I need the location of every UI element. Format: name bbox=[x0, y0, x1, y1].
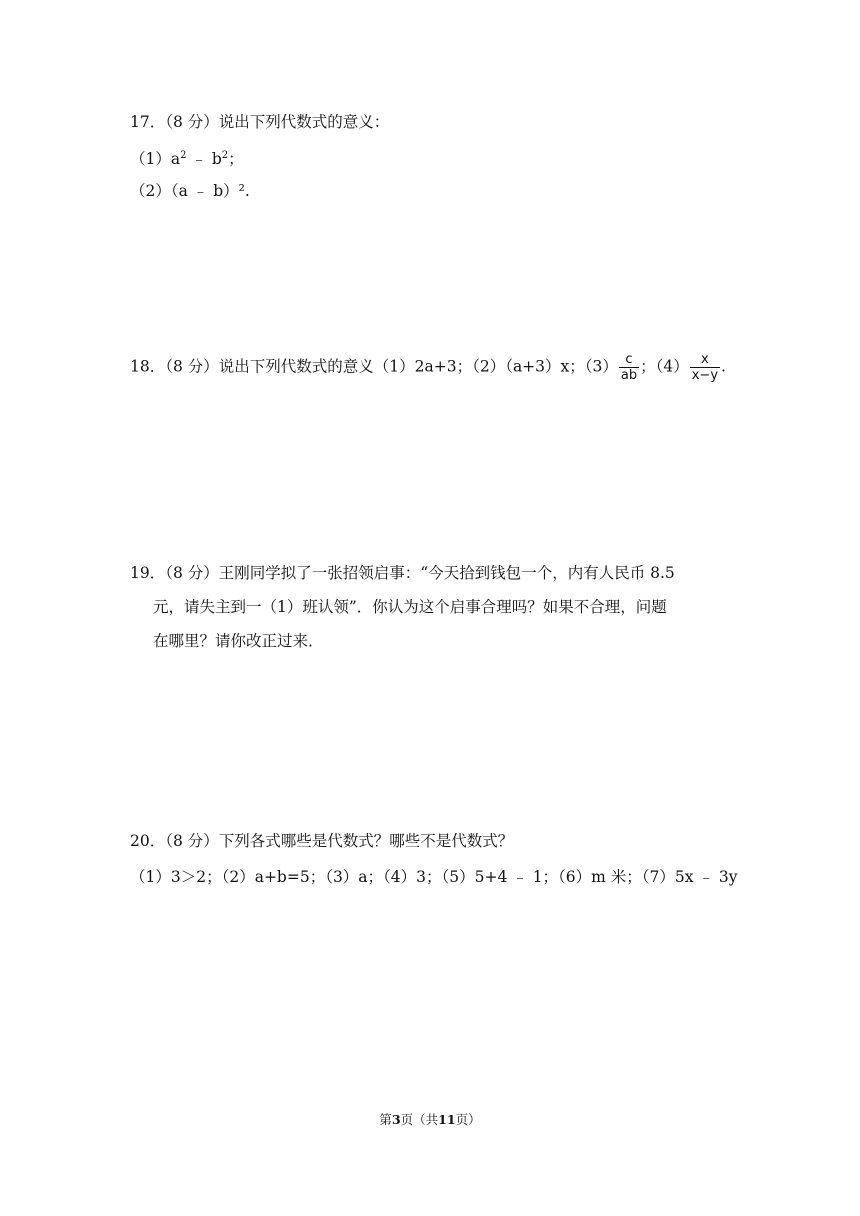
q19-line-3: 在哪里？请你改正过来． bbox=[153, 632, 324, 650]
q17-stem: 17．（8 分）说出下列代数式的意义： bbox=[130, 113, 390, 131]
footer-mid: 页（共 bbox=[400, 1112, 439, 1127]
q17-item-1-mid: ﹣ b bbox=[186, 150, 222, 168]
q18-fraction-1 bbox=[619, 352, 639, 383]
q18-separator: ；（4） bbox=[640, 357, 689, 376]
q18-stem: 18．（8 分）说出下列代数式的意义（1）2a+3；（2）（a+3）x；（3） bbox=[130, 357, 618, 376]
q20-stem: 20．（8 分）下列各式哪些是代数式？哪些不是代数式？ bbox=[130, 832, 514, 850]
footer-suffix: 页） bbox=[455, 1112, 481, 1127]
q18-fraction-1-denominator: ab bbox=[620, 368, 638, 383]
footer-total-pages: 11 bbox=[438, 1112, 456, 1127]
footer-prefix: 第 bbox=[379, 1112, 392, 1127]
q18-fraction-2-numerator: x bbox=[701, 352, 709, 367]
q17-item-1-exponent-2: 2 bbox=[221, 150, 229, 161]
q17-item-1-prefix: （1）a bbox=[130, 150, 181, 168]
q18-line bbox=[130, 352, 726, 383]
q17-item-1-exponent-1: 2 bbox=[180, 150, 187, 161]
q17-item-2: （2）（a ﹣ b）². bbox=[130, 182, 250, 200]
q20-items: （1）3＞2；（2）a+b=5；（3）a；（4）3；（5）5+4 ﹣ 1；（6）m 米；（7）5x ﹣ 3y bbox=[130, 868, 738, 886]
q18-fraction-2-denominator: x−y bbox=[691, 368, 719, 383]
q17-item-1 bbox=[130, 145, 244, 170]
q18-fraction-1-numerator: c bbox=[625, 352, 633, 367]
q17-item-1-suffix: ； bbox=[228, 150, 244, 168]
q19-line-2: 元，请失主到一（1）班认领”．你认为这个启事合理吗？如果不合理，问题 bbox=[153, 598, 667, 616]
page-footer bbox=[0, 1110, 860, 1128]
footer-page-number: 3 bbox=[391, 1112, 401, 1127]
q18-end: . bbox=[721, 357, 726, 376]
q18-fraction-2 bbox=[690, 352, 720, 383]
q19-line-1: 19．（8 分）王刚同学拟了一张招领启事：“今天拾到钱包一个，内有人民币 8.5 bbox=[130, 564, 675, 582]
